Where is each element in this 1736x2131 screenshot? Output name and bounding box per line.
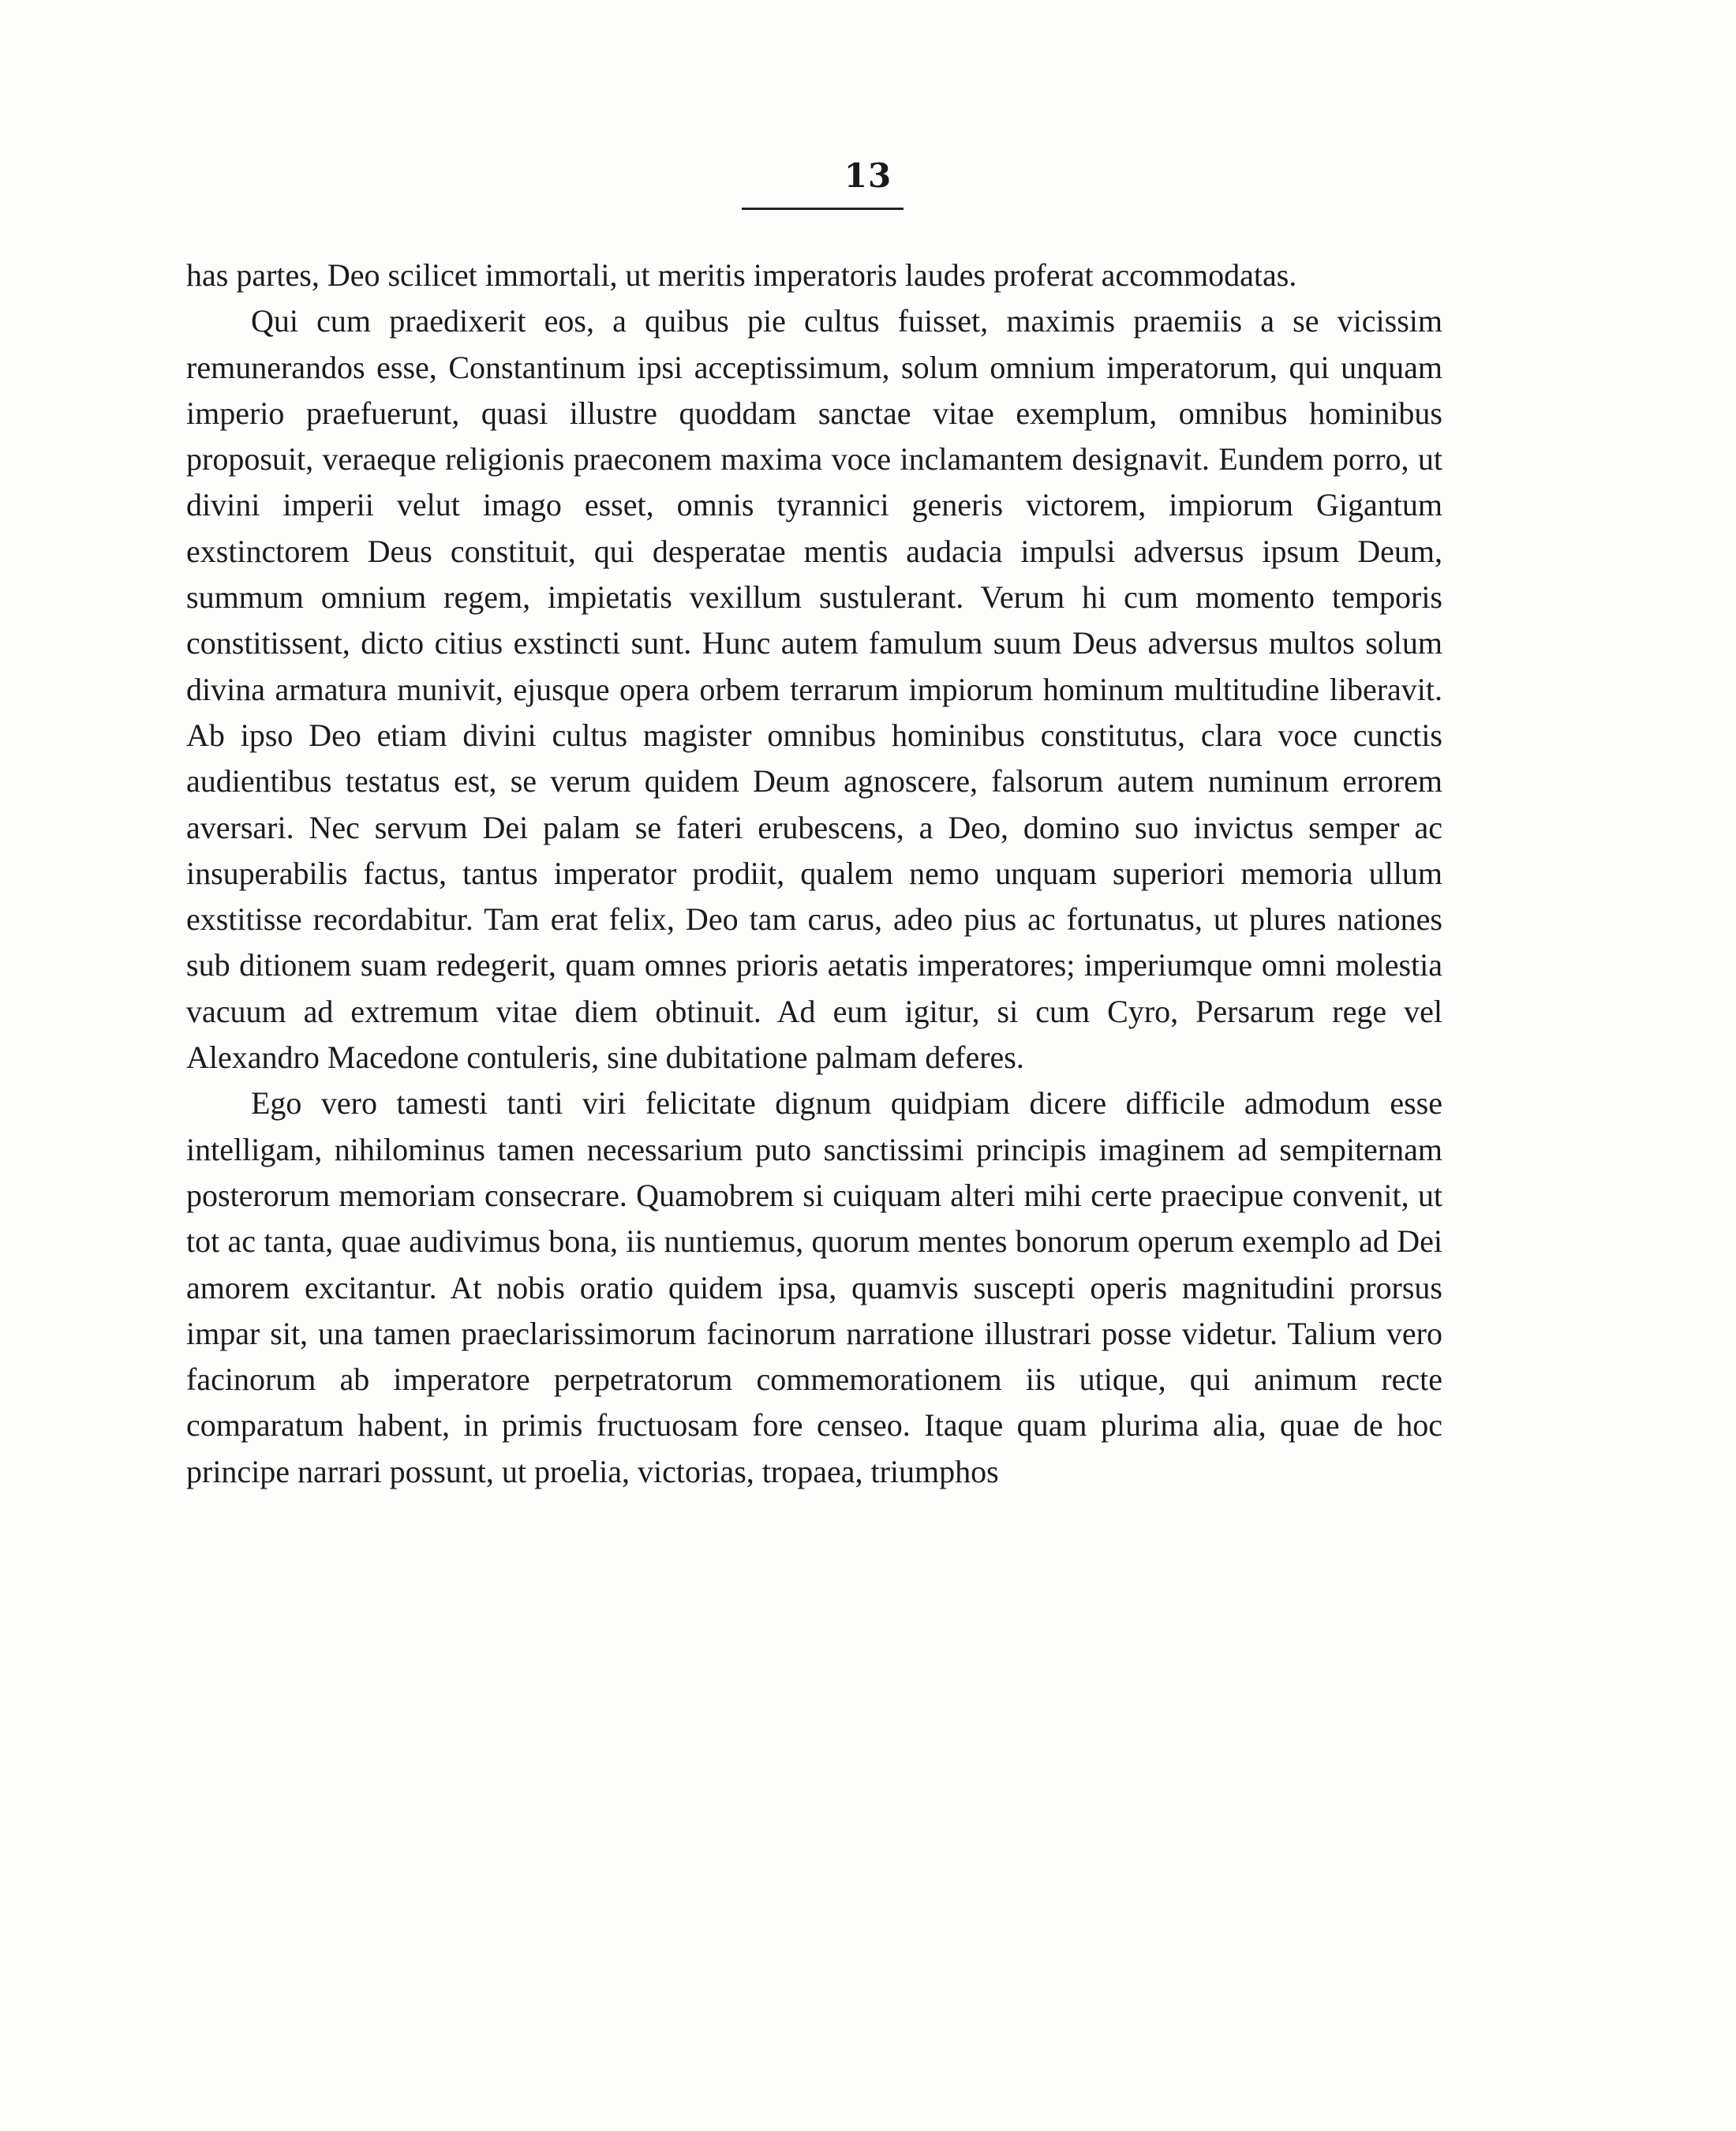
header-rule [742,208,904,210]
paragraph: Qui cum praedixerit eos, a quibus pie cultus fuisset, maximis praemiis a se vicissim remunerandos esse, Constantinum ipsi acceptissimum, solum omnium imperatorum, qui unquam imperio praefuerunt, quasi illustre quoddam sanctae vitae exemplum, omnibus hominibus proposuit, veraeque religionis praeconem maxima voce inclamantem designavit. Eundem porro, ut divini imperii velut imago esset, omnis tyrannici generis victorem, impiorum Gigantum exstinctorem Deus constituit, qui desperatae mentis audacia impulsi adversus ipsum Deum, summum omnium regem, impietatis vexillum sustulerant. Verum hi cum momento temporis constitissent, dicto citius exstincti sunt. Hunc autem famulum suum Deus adversus multos solum divina armatura munivit, ejusque opera orbem terrarum impiorum hominum multitudine liberavit. Ab ipso Deo etiam divini cultus magister omnibus hominibus constitutus, clara voce cunctis audientibus testatus est, se verum quidem Deum agnoscere, falsorum autem numinum errorem aversari. Nec servum Dei palam se fateri erubescens, a Deo, domino suo invictus semper ac insuperabilis factus, tantus imperator prodiit, qualem nemo unquam superiori memoria ullum exstitisse recordabitur. Tam erat felix, Deo tam carus, adeo pius ac fortunatus, ut plures nationes sub ditionem suam redegerit, quam omnes prioris aetatis imperatores; imperiumque omni molestia vacuum ad extremum vitae diem obtinuit. Ad eum igitur, si cum Cyro, Persarum rege vel Alexandro Macedone contuleris, sine dubitatione palmam deferes. [186,303,1442,1076]
paragraph: Ego vero tamesti tanti viri felicitate dignum quidpiam dicere difficile admodum esse intelligam, nihilominus tamen necessarium puto sanctissimi principis imaginem ad sempiternam posterorum memoriam consecrare. Quamobrem si cuiquam alteri mihi certe praecipue convenit, ut tot ac tanta, quae audivimus bona, iis nuntiemus, quorum mentes bonorum operum exemplo ad Dei amorem excitantur. At nobis oratio quidem ipsa, quamvis suscepti operis magnitudini prorsus impar sit, una tamen praeclarissimorum facinorum narratione illustrari posse videtur. Talium vero facinorum ab imperatore perpetratorum commemorationem iis utique, qui animum recte comparatum habent, in primis fructuosam fore censeo. Itaque quam plurima alia, quae de hoc principe narrari possunt, ut proelia, victorias, tropaea, triumphos [186,1085,1442,1489]
body-text [186,253,1442,1495]
paragraph-continuation: has partes, Deo scilicet immortali, ut meritis imperatoris laudes proferat accommodatas. [186,257,1297,293]
page-number: 13 [844,156,892,195]
